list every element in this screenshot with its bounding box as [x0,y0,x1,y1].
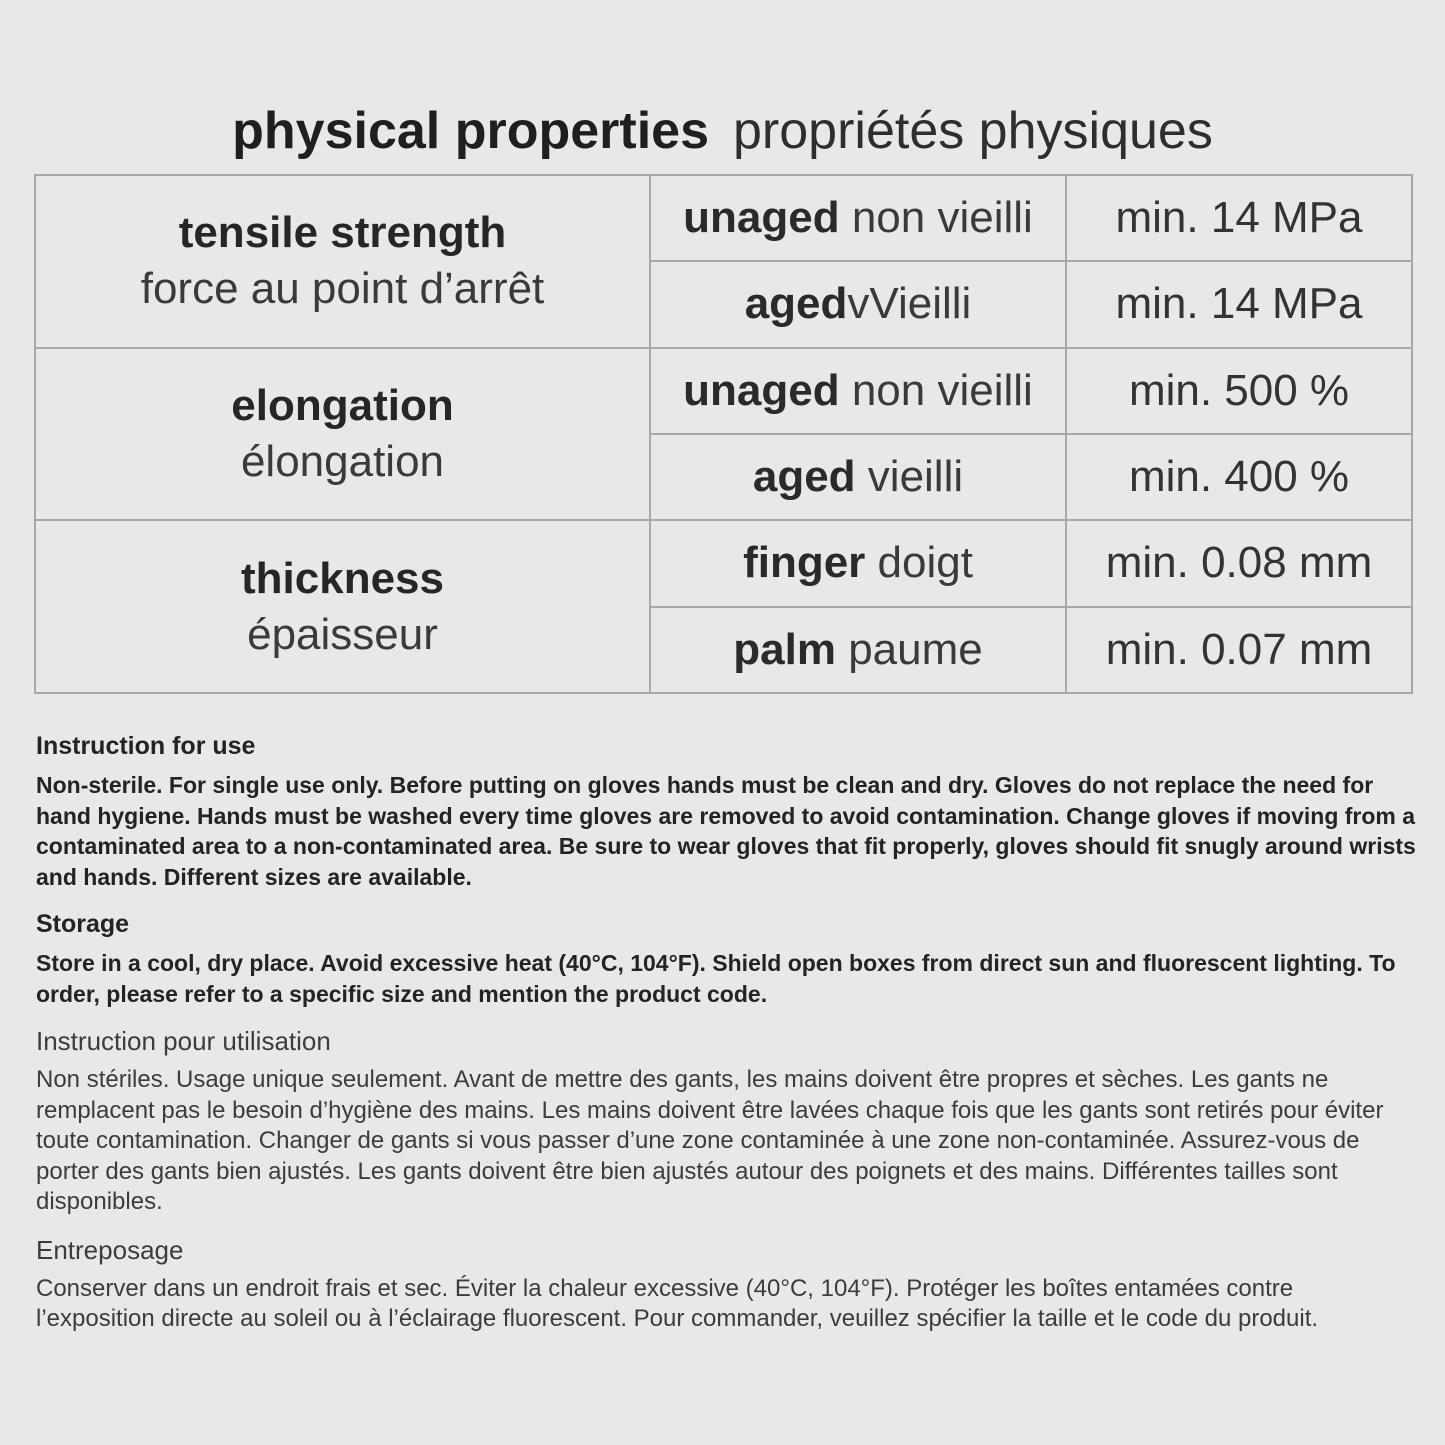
value-cell: min. 400 % [1066,434,1412,520]
title-french: propriétés physiques [733,102,1213,160]
condition-fr: non vieilli [839,193,1033,243]
condition-en: palm [733,624,836,674]
storage-body-en: Store in a cool, dry place. Avoid excessive heat (40°C, 104°F). Shield open boxes from direct sun and fluorescent lighting. To order, please refer to a specific size and mention the product code. [36,950,1396,1007]
condition-en: unaged [683,193,840,243]
condition-en: unaged [683,365,840,415]
condition-en: finger [743,538,866,588]
condition-fr: doigt [865,538,973,588]
condition-en: aged [744,279,848,329]
storage-body-fr: Conserver dans un endroit frais et sec. Éviter la chaleur excessive (40°C, 104°F). Protéger les boîtes entamées contre l’exposition directe au soleil ou à l’éclairage fluorescent. Pour commander, veuillez spécifier la taille et le code du produit. [36,1274,1319,1332]
property-thickness [35,520,650,693]
table-row [35,348,1412,434]
condition-cell [650,434,1066,520]
table-row [35,175,1412,261]
value-cell: min. 500 % [1066,348,1412,434]
condition-fr: vieilli [855,452,964,502]
instructions-heading-en: Instruction for use [36,732,256,760]
condition-fr: vVieilli [847,279,972,329]
condition-cell [650,520,1066,606]
page-title [0,96,1445,166]
condition-cell [650,348,1066,434]
condition-cell [650,607,1066,693]
instructions-body-en: Non-sterile. For single use only. Before putting on gloves hands must be clean and dry. Gloves do not replace the need for hand hygiene. Hands must be washed every time gloves are removed to avoid contamination. Change gloves if moving from a contaminated area to a non-contaminated area. Be sure to wear gloves that fit properly, gloves should fit snugly around wrists and hands. Different sizes are available. [36,772,1416,890]
instructions-body-fr: Non stériles. Usage unique seulement. Avant de mettre des gants, les mains doivent être propres et sèches. Les gants ne remplacent pas le besoin d’hygiène des mains. Les mains doivent être lavées chaque fois que les gants sont retirés pour éviter toute contamination. Changer de gants si vous passer d’une zone contaminée à une zone non-contaminée. Assurez-vous de porter des gants bien ajustés. Les gants doivent être bien ajustés autour des poignets et des mains. Différentes tailles sont disponibles. [36,1066,1384,1215]
property-name-fr: force au point d’arrêt [140,264,545,314]
property-name-en: thickness [241,553,444,603]
condition-cell [650,175,1066,261]
condition-fr: non vieilli [839,365,1033,415]
property-name-fr: épaisseur [247,609,438,659]
physical-properties-table [34,174,1413,694]
value-cell: min. 0.08 mm [1066,520,1412,606]
notes-section [36,730,1416,1351]
property-tensile-strength [35,175,650,348]
condition-cell [650,261,1066,347]
condition-en: aged [752,452,856,502]
value-cell: min. 0.07 mm [1066,607,1412,693]
title-english: physical properties [232,102,709,160]
value-cell: min. 14 MPa [1066,175,1412,261]
property-name-en: tensile strength [178,208,507,258]
condition-fr: paume [835,624,983,674]
property-name-fr: élongation [240,436,445,486]
property-elongation [35,348,650,521]
property-name-en: elongation [231,380,454,430]
storage-heading-fr: Entreposage [36,1234,184,1265]
value-cell: min. 14 MPa [1066,261,1412,347]
storage-heading-en: Storage [36,910,130,938]
table-row [35,520,1412,606]
instructions-heading-fr: Instruction pour utilisation [36,1026,331,1056]
